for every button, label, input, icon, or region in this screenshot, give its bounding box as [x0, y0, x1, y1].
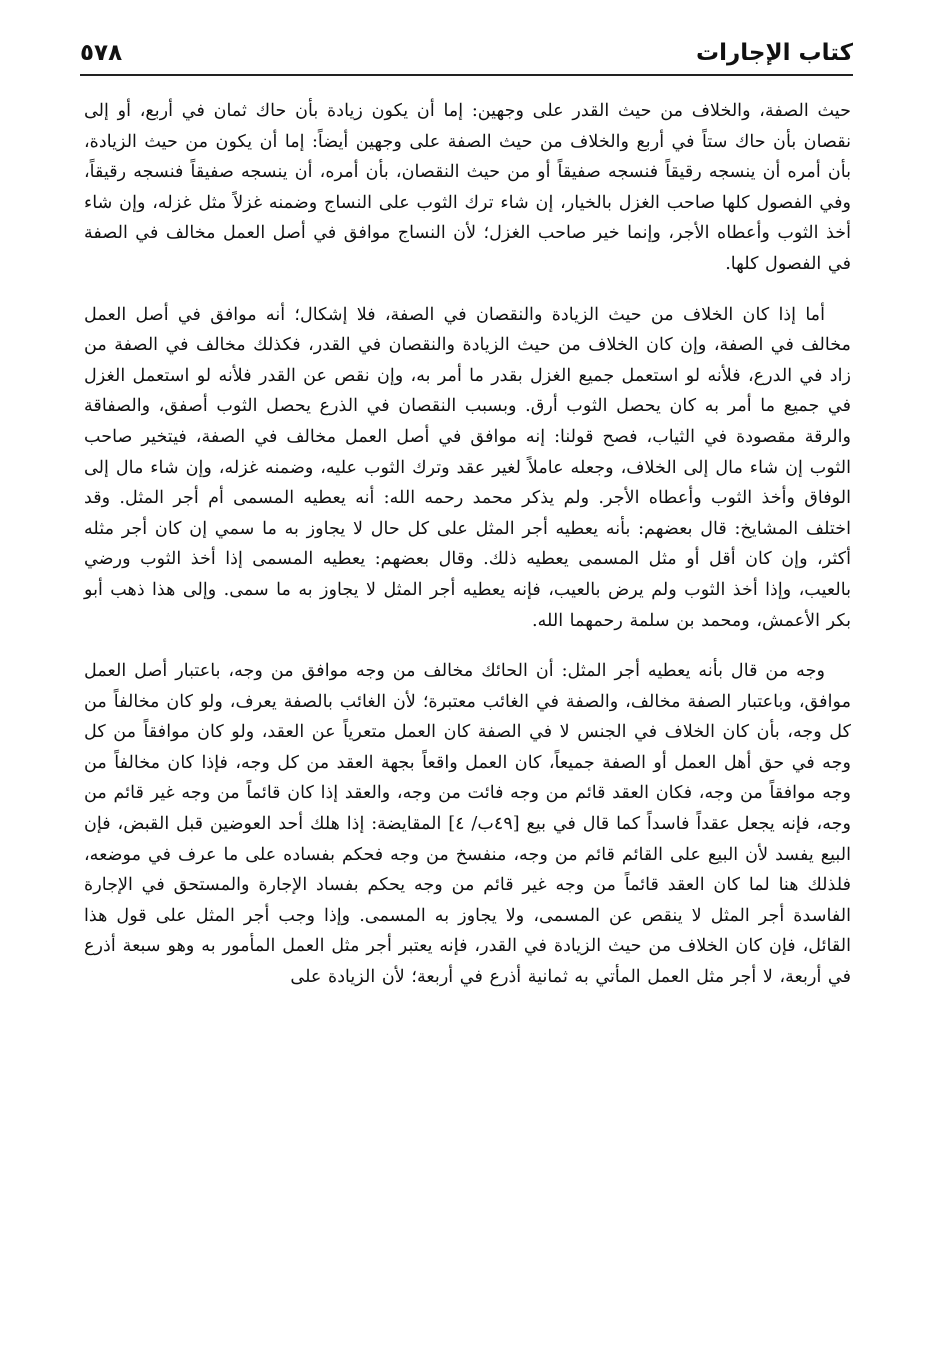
- page-number: ٥٧٨: [80, 40, 123, 66]
- page-body: [84, 96, 851, 993]
- page-header: [80, 34, 853, 76]
- paragraph-1: حيث الصفة، والخلاف من حيث القدر على وجهين: إما أن يكون زيادة بأن حاك ثمان في أربع، أو إلى نقصان بأن حاك ستاً في أربع والخلاف من حيث الصفة على وجهين أيضاً: إما أن يكون من حيث الزيادة، بأن أمره أن ينسجه رقيقاً فنسجه صفيقاً أو من حيث النقصان، بأن أمره، أن ينسجه صفيقاً فنسجه رقيقاً، وفي الفصول كلها صاحب الغزل بالخيار، إن شاء ترك الثوب على النساج وضمنه غزلاً مثل غزله، وإن شاء أخذ الثوب وأعطاه الأجر، وإنما خير صاحب الغزل؛ لأن النساج موافق في أصل العمل مخالف في الصفة في الفصول كلها.: [84, 101, 851, 274]
- paragraph-3: وجه من قال بأنه يعطيه أجر المثل: أن الحائك مخالف من وجه موافق من وجه، باعتبار أصل العمل موافق، وباعتبار الصفة مخالف، والصفة في الغائب معتبرة؛ لأن الغائب بالصفة يعرف، ولو كان مخالفاً من كل وجه، بأن كان الخلاف في الجنس لا في الصفة كان العمل متعرياً عن العقد، ولو كان موافقاً من كل وجه في حق أهل العمل أو الصفة جميعاً، كان العمل واقعاً بجهة العقد من كل وجه، فإذا كان مخالفاً من وجه موافقاً من وجه، فكان العقد قائم من وجه فائت من وجه، والعقد إذا كان قائماً من وجه غير قائم من وجه، فإنه يجعل عقداً فاسداً كما قال في بيع [٤٩ب/ ٤] المقايضة: إذا هلك أحد العوضين قبل القبض، فإن البيع يفسد لأن البيع على القائم قائم من وجه، منفسخ من وجه فحكم بفساده على ما عرف في موضعه، فلذلك هنا لما كان العقد قائماً من وجه غير قائم من وجه يحكم بفساد الإجارة والمستحق في الإجارة الفاسدة أجر المثل لا ينقص عن المسمى، ولا يجاوز به المسمى. وإذا وجب أجر المثل على قول هذا القائل، فإن كان الخلاف من حيث الزيادة في القدر، فإنه يعتبر أجر مثل العمل المأمور به وهو سبعة أذرع في أربعة، لا أجر مثل العمل المأتي به ثمانية أذرع في أربعة؛ لأن الزيادة على: [84, 661, 852, 988]
- book-title: كتاب الإجارات: [696, 40, 853, 66]
- paragraph-2: أما إذا كان الخلاف من حيث الزيادة والنقصان في الصفة، فلا إشكال؛ أنه موافق في أصل العمل مخالف في الصفة، وإن كان الخلاف من حيث الزيادة والنقصان في القدر، فكذلك مخالف في الصفة من زاد في الدرع، فلأنه لو استعمل جميع الغزل بقدر ما أمر به، وإن نقص عن القدر فلأنه لو استعمل الغزل في جميع ما أمر به كان يحصل الثوب أرق. وبسبب النقصان في الذرع يحصل الثوب أصفق، والصفاقة والرقة مقصودة في الثياب، فصح قولنا: إنه موافق في أصل العمل مخالف في الصفة، فيتخير صاحب الثوب إن شاء مال إلى الخلاف، وجعله عاملاً لغير عقد وترك الثوب عليه، وضمنه غزله، وإن شاء مال إلى الوفاق وأخذ الثوب وأعطاه الأجر. ولم يذكر محمد رحمه الله: أنه يعطيه المسمى أم أجر المثل. وقد اختلف المشايخ: قال بعضهم: بأنه يعطيه أجر المثل على كل حال لا يجاوز به ما سمي إن كان أجر مثله أكثر، وإن كان أقل أو مثل المسمى يعطيه ذلك. وقال بعضهم: يعطيه المسمى إذا أخذ الثوب ورضي بالعيب، وإذا أخذ الثوب ولم يرض بالعيب، فإنه يعطيه أجر المثل لا يجاوز به ما سمى. وإلى هذا ذهب أبو بكر الأعمش، ومحمد بن سلمة رحمهما الله.: [84, 304, 851, 631]
